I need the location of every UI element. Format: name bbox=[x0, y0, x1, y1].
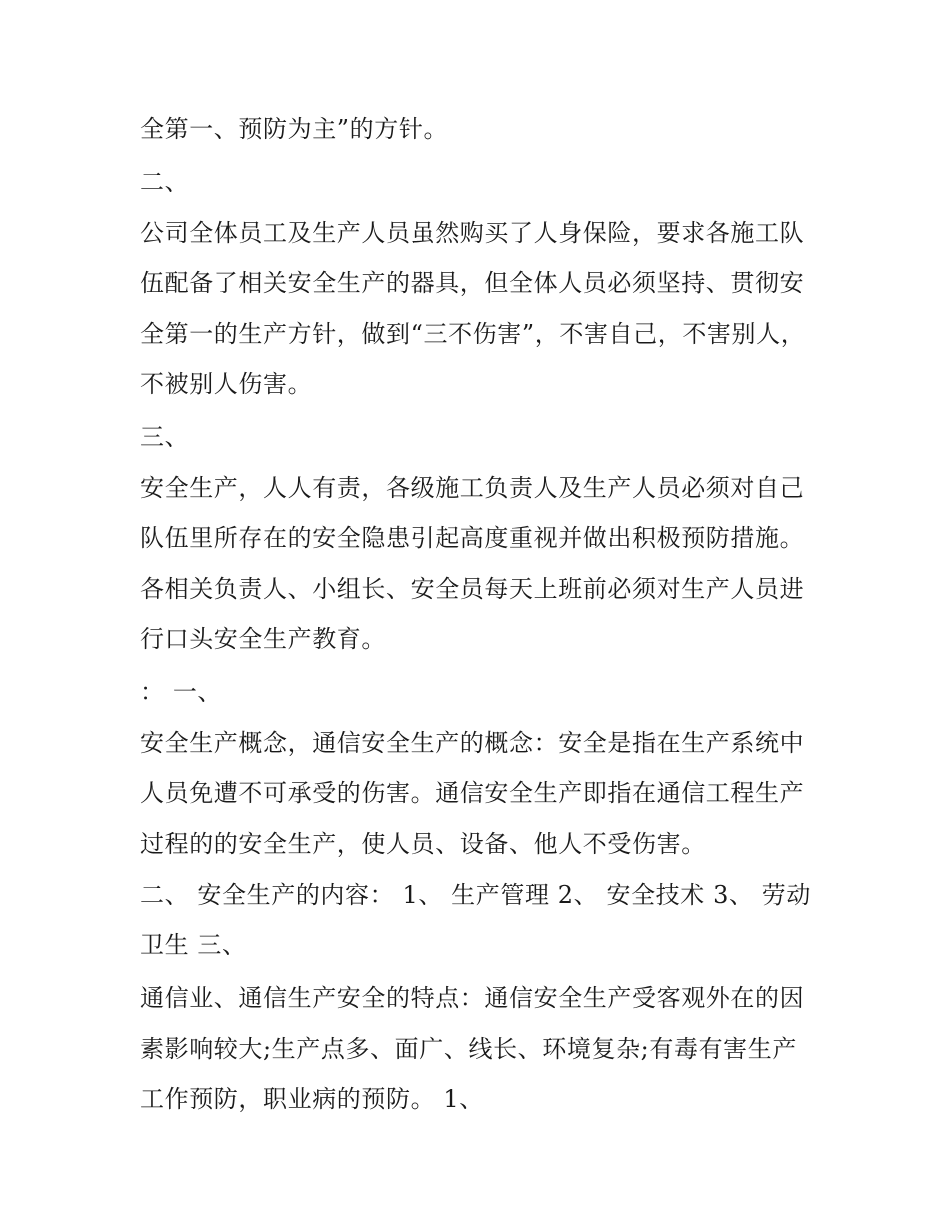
text-line: 二、 安全生产的内容： 1、 生产管理 2、 安全技术 3、 劳动 bbox=[140, 881, 812, 909]
text-line: 安全生产，人人有责，各级施工负责人及生产人员必须对自己 bbox=[140, 474, 805, 502]
text-line: 卫生 三、 bbox=[140, 931, 247, 959]
section-heading: 三、 bbox=[140, 423, 190, 451]
text-line: 公司全体员工及生产人员虽然购买了人身保险，要求各施工队 bbox=[140, 219, 805, 247]
text-line: 通信业、通信生产安全的特点：通信安全生产受客观外在的因 bbox=[140, 984, 805, 1012]
text-line: 过程的的安全生产，使人员、设备、他人不受伤害。 bbox=[140, 830, 706, 858]
text-line: 素影响较大;生产点多、面广、线长、环境复杂;有毒有害生产 bbox=[140, 1035, 797, 1063]
text-line: 行口头安全生产教育。 bbox=[140, 625, 386, 653]
text-line: 不被别人伤害。 bbox=[140, 370, 313, 398]
text-line: 队伍里所存在的安全隐患引起高度重视并做出积极预防措施。 bbox=[140, 524, 805, 552]
section-heading: ： 一、 bbox=[140, 678, 223, 706]
text-line: 伍配备了相关安全生产的器具，但全体人员必须坚持、贯彻安 bbox=[140, 269, 805, 297]
section-heading: 二、 bbox=[140, 168, 190, 196]
text-line: 各相关负责人、小组长、安全员每天上班前必须对生产人员进 bbox=[140, 575, 805, 603]
text-line: 安全生产概念，通信安全生产的概念：安全是指在生产系统中 bbox=[140, 729, 805, 757]
text-line: 人员免遭不可承受的伤害。通信安全生产即指在通信工程生产 bbox=[140, 779, 805, 807]
text-line: 全第一的生产方针，做到“三不伤害”，不害自己，不害别人， bbox=[140, 320, 806, 348]
text-line: 全第一、预防为主”的方针。 bbox=[140, 115, 449, 143]
text-line: 工作预防，职业病的预防。 1、 bbox=[140, 1085, 484, 1113]
